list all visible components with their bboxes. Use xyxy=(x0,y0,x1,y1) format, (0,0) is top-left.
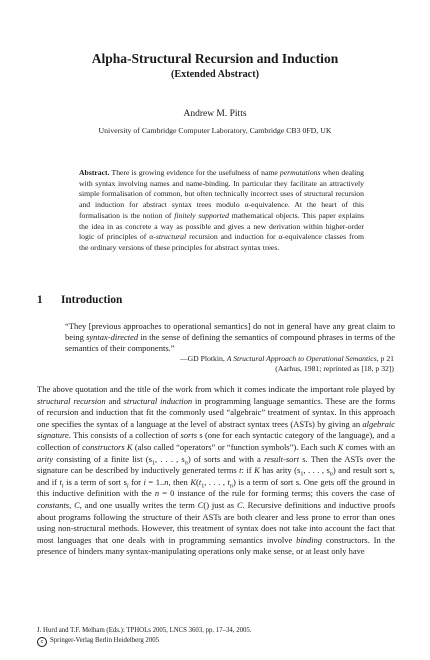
abstract-text: There is growing evidence for the usefulness of name permutations when dealing with syntax involving names and name-binding. In particular they facilitate an attractively simple formalisation of common, but often technically incorrect uses of structural recursion and induction for abstract syntax trees modulo α-equivalence. At the heart of this formalisation is the notion of finitely supported mathematical objects. This paper explains the idea in as concrete a way as possible and gives a new derivation within higher-order logic of principles of α-structural recursion and induction for α-equivalence classes from the ordinary versions of these principles for abstract syntax trees. xyxy=(79,168,364,252)
footer-publisher: Springer-Verlag Berlin Heidelberg 2005 xyxy=(50,637,160,644)
abstract xyxy=(79,168,364,254)
footer-copyright xyxy=(37,636,159,647)
epigraph-quote: “They [previous approaches to operational semantics] do not in general have any great claim to being syntax-directed in the sense of defining the semantics of compound phrases in terms of the semantics of their components.” xyxy=(65,321,395,354)
section-heading xyxy=(37,293,122,307)
author-affiliation: University of Cambridge Computer Laboratory, Cambridge CB3 0FD, UK xyxy=(98,126,332,135)
copyright-icon: c xyxy=(37,637,47,647)
paper-subtitle: (Extended Abstract) xyxy=(170,69,259,80)
epigraph-attribution-source: (Aarhus, 1981; reprinted as [18, p 32]) xyxy=(275,364,394,373)
footer-citation: J. Hurd and T.F. Melham (Eds.): TPHOLs 2005, LNCS 3603, pp. 17–34, 2005. xyxy=(37,627,252,634)
abstract-label: Abstract. xyxy=(79,168,110,177)
author-name: Andrew M. Pitts xyxy=(183,109,247,119)
section-title: Introduction xyxy=(61,294,123,306)
paper-title: Alpha-Structural Recursion and Induction xyxy=(91,51,339,66)
section-number: 1 xyxy=(37,294,43,306)
epigraph-attribution: —GD Plotkin, A Structural Approach to Operational Semantics, p 21 xyxy=(179,354,394,363)
intro-paragraph: The above quotation and the title of the work from which it comes indicate the important role played by structural recursion and structural induction in programming language semantics. These are the forms of recursion and induction that fit the commonly used “algebraic” treatment of syntax. In this approach one specifies the syntax of a language at the level of abstract syntax trees (ASTs) by giving an algebraic signature. This consists of a collection of sorts s (one for each syntactic category of the language), and a collection of constructors K (also called “operators” or “function symbols”). Each such K comes with an arity consisting of a finite list ($s_1$, . . . , $s_n$) of sorts and with a result-sort s. Then the ASTs over the signature can be described by inductively generated terms t: if K has arity ($s_1$, . . . , $s_n$) and result sort s, and if $t_i$ is a term of sort $s_i$ for i = 1..n, then $K(t_1$, . . . , $t_n$) is a term of sort s. One gets off the ground in this inductive definition with the n = 0 instance of the rule for forming terms; this covers the case of constants, C, and one usually writes the term C() just as C. Recursive definitions and inductive proofs about programs following the structure of their ASTs are both clearer and less prone to error than ones using non-structural methods. However, this treatment of syntax does not take into account the fact that most languages that one deals with in programming semantics involve binding constructors. In the presence of binders many syntax-manipulating operations only make sense, or at least only have xyxy=(37,384,396,557)
